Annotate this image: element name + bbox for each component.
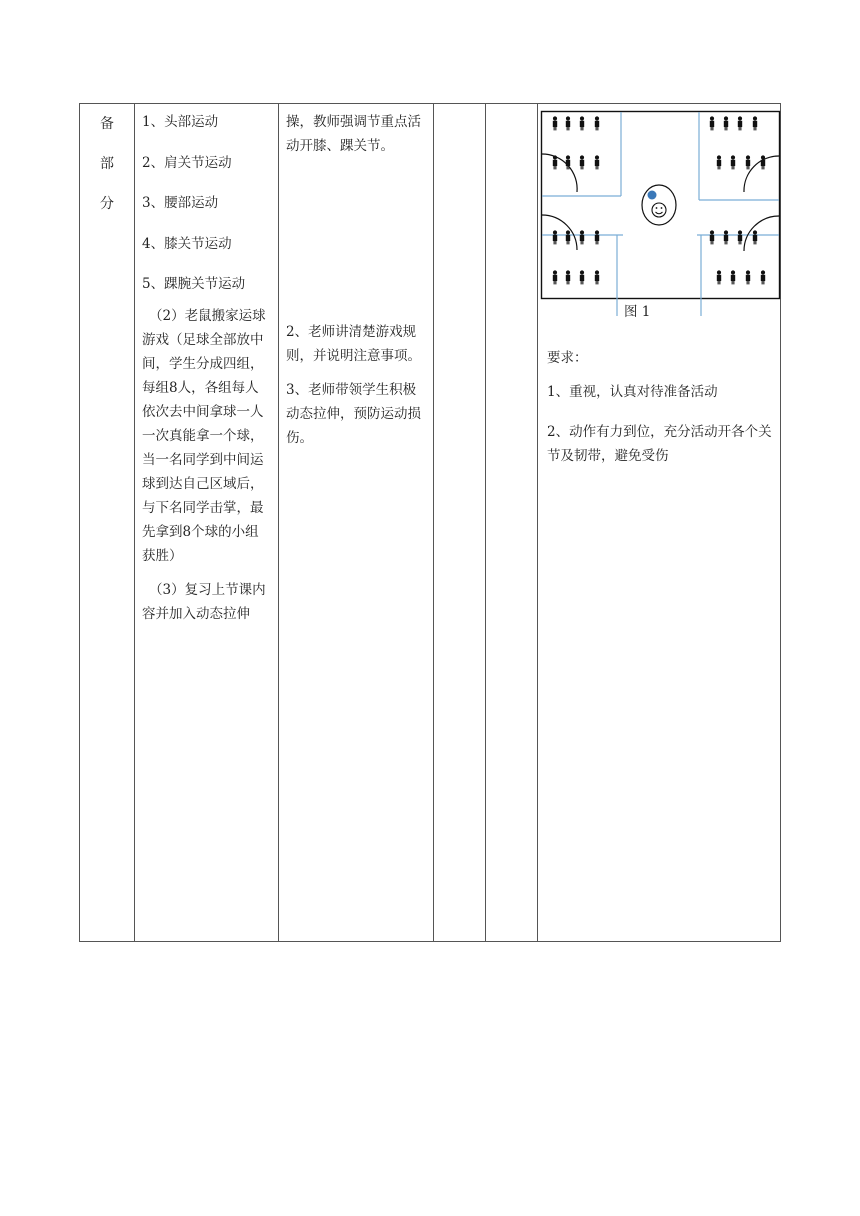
content-item: 2、肩关节运动 xyxy=(142,154,232,171)
content-item: 1、头部运动 xyxy=(142,114,219,130)
student-group-top-left xyxy=(553,116,599,169)
student-group-bottom-left xyxy=(553,230,599,284)
section-label-char: 分 xyxy=(100,196,114,212)
section-label-char: 部 xyxy=(100,156,114,172)
column-divider xyxy=(537,104,538,941)
content-item: 3、腰部运动 xyxy=(142,195,219,211)
center-ball-area xyxy=(642,185,676,225)
method-item: 3、老师带领学生积极动态拉伸，预防运动损伤。 xyxy=(286,382,421,446)
column-divider xyxy=(485,104,486,941)
zone-lines xyxy=(542,112,779,316)
ball-icon xyxy=(648,191,657,200)
smiley-teacher-icon xyxy=(652,203,666,217)
student-group-top-right xyxy=(710,116,765,169)
game-description: （2）老鼠搬家运球游戏（足球全部放中间，学生分成四组，每组8人，各组每人依次去中间拿球一人一次真能拿一个球，当一名同学到中间运球到达自己区域后，与下名同学击掌，最先拿到8个球的小组获胜） xyxy=(142,308,266,564)
organization-cell xyxy=(539,104,782,941)
formation-diagram xyxy=(539,104,782,319)
figure-caption: 图 1 xyxy=(624,304,651,319)
lesson-plan-table xyxy=(79,103,781,942)
section-label-char: 备 xyxy=(100,116,114,132)
content-item: 5、踝腕关节运动 xyxy=(142,276,246,292)
field-border xyxy=(542,112,780,299)
method-item: 2、老师讲清楚游戏规则，并说明注意事项。 xyxy=(286,324,421,364)
corner-arcs xyxy=(542,154,779,251)
student-group-bottom-right xyxy=(710,230,765,284)
section-label-cell xyxy=(80,104,134,941)
review-description: （3）复习上节课内容并加入动态拉伸 xyxy=(142,582,266,622)
method-item: 操，教师强调节重点活动开膝、踝关节。 xyxy=(286,114,421,154)
requirements-title: 要求： xyxy=(547,350,588,366)
requirement-item: 2、动作有力到位，充分活动开各个关节及韧带，避免受伤 xyxy=(547,424,772,464)
content-cell xyxy=(135,104,278,941)
requirement-item: 1、重视，认真对待准备活动 xyxy=(547,384,718,400)
method-cell xyxy=(279,104,434,941)
content-item: 4、膝关节运动 xyxy=(142,235,232,252)
